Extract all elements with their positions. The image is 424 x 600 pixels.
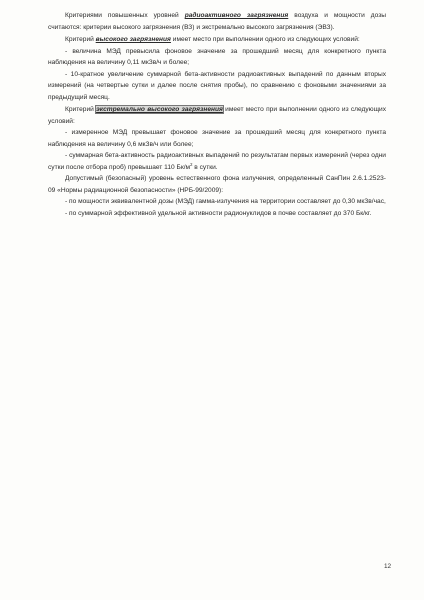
list-item — [48, 150, 386, 173]
document-body — [48, 10, 386, 219]
paragraph-text: Критерий — [65, 106, 97, 113]
list-item: - по суммарной эффективной удельной активности радионуклидов в почве составляет до 370 Бк/кг. — [65, 209, 372, 217]
list-item: - величина МЭД превысила фоновое значение за прошедший месяц для конкретного пункта наблюдения на величину 0,11 мкЗв/ч и более; — [48, 47, 386, 66]
term-high-contamination: высокого загрязнения — [95, 36, 171, 43]
paragraph-text: имеет место при выполнении одного из следующих условий: — [48, 106, 386, 125]
superscript: 2 — [190, 161, 193, 167]
term-extreme-contamination: экстремально высокого загрязнения — [96, 106, 223, 113]
term-radioactive-contamination: радиоактивного загрязнения — [184, 12, 289, 19]
paragraph-high-contamination — [48, 34, 386, 46]
list-item: - по мощности эквивалентной дозы (МЭД) гамма-излучения на территории составляет до 0,30 мкЗв/час, — [65, 198, 386, 205]
list-item-text: в сутки. — [192, 163, 218, 171]
paragraph-text: воздуха и мощности дозы считаются: критерии высокого загрязнения (ВЗ) и экстремально высокого загрязнения (ЭВЗ). — [48, 12, 386, 31]
paragraph-text: имеет место при выполнении одного из следующих условий: — [170, 36, 360, 43]
paragraph-extreme-contamination — [48, 104, 386, 127]
paragraph-text: Критериями повышенных уровней — [65, 12, 185, 19]
list-item: - измеренное МЭД превышает фоновое значение за прошедший месяц для конкретного пункта наблюдения на величину 0,6 мкЗв/ч или более; — [48, 129, 386, 148]
list-item-text: - суммарная бета-активность радиоактивных выпадений по результатам первых измерений (через одни сутки после отбора проб) превышает 110 Бк/м — [48, 152, 386, 171]
paragraph-permissible-level: Допустимый (безопасный) уровень естественного фона излучения, определенный СанПин 2.6.1.2523-09 «Нормы радиационной безопасности» (НРБ-99/2009): — [48, 175, 386, 194]
paragraph-criteria-intro — [48, 10, 386, 33]
paragraph-text: Критерий — [65, 36, 96, 43]
list-item: - 10-кратное увеличение суммарной бета-активности радиоактивных выпадений по данным вторых измерений (на четвертые сутки и далее после снятия пробы), по сравнению с фоновыми значениями за предыдущий месяц. — [48, 70, 386, 101]
page-number: 12 — [384, 563, 392, 570]
